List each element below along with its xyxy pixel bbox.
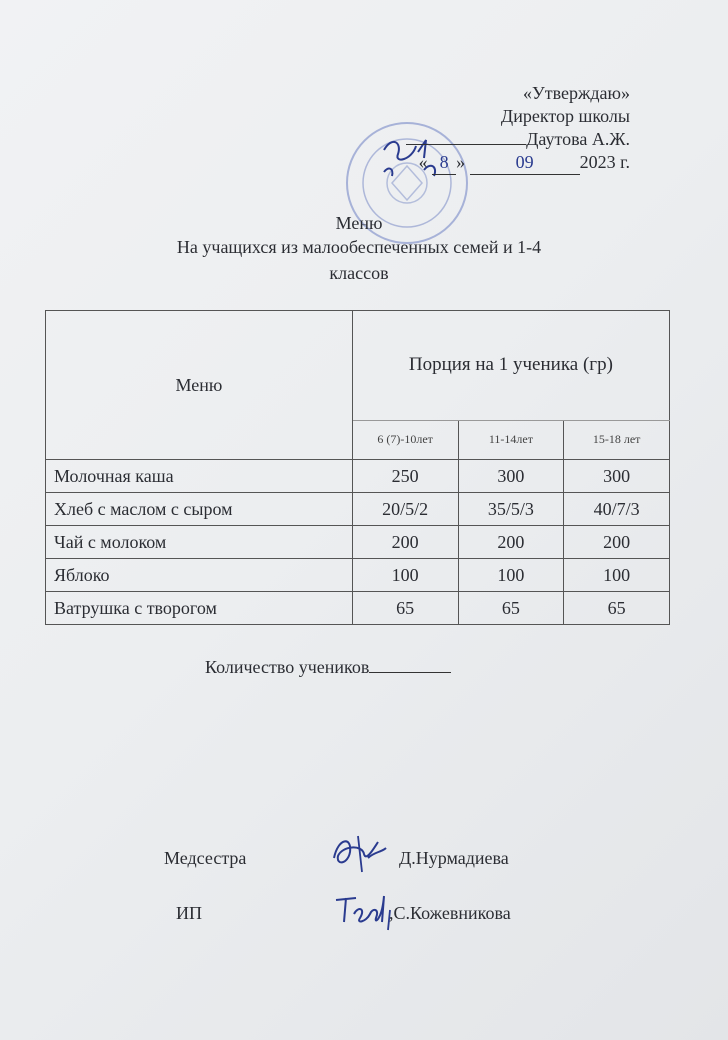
portion-value: 20/5/2 [352, 493, 458, 526]
portion-value: 100 [458, 559, 564, 592]
approval-heading: «Утверждаю» [522, 83, 630, 103]
portion-value: 100 [352, 559, 458, 592]
director-name: Даутова А.Ж. [526, 129, 630, 149]
age-group: 6 (7)-10лет [352, 420, 458, 459]
dish-name: Молочная каша [46, 460, 353, 493]
portion-value: 300 [564, 460, 670, 493]
portion-value: 35/5/3 [458, 493, 564, 526]
portion-value: 40/7/3 [564, 493, 670, 526]
ip-role: ИП [176, 903, 202, 923]
student-count-blank [369, 672, 451, 673]
date-year: 2023 г. [579, 152, 630, 172]
ip-signature [332, 888, 396, 934]
menu-subtitle-line1: На учащихся из малообеспеченных семей и 1-4 [176, 237, 542, 257]
date-day: 8 [432, 151, 456, 175]
table-header-row [46, 311, 670, 421]
dish-name: Ватрушка с творогом [46, 592, 353, 625]
portion-value: 65 [458, 592, 564, 625]
portion-value: 200 [564, 526, 670, 559]
dish-name: Хлеб с маслом с сыром [46, 493, 353, 526]
dish-name: Яблоко [46, 559, 353, 592]
ip-name: ,С.Кожевникова [389, 903, 511, 923]
header-menu: Меню [46, 311, 353, 460]
age-group: 11-14лет [458, 420, 564, 459]
table-row [46, 526, 670, 559]
nurse-role: Медсестра [164, 848, 247, 868]
student-count [205, 657, 451, 678]
nurse-signature [328, 828, 390, 876]
portion-value: 65 [352, 592, 458, 625]
portion-value: 65 [564, 592, 670, 625]
nurse-name: Д.Нурмадиева [399, 848, 509, 868]
age-group: 15-18 лет [564, 420, 670, 459]
director-position: Директор школы [500, 106, 630, 126]
approval-date: « 8 » 09 2023 г. [406, 151, 630, 175]
student-count-label: Количество учеников [205, 657, 370, 677]
director-line [406, 128, 630, 151]
portion-value: 200 [352, 526, 458, 559]
portion-value: 200 [458, 526, 564, 559]
portion-value: 300 [458, 460, 564, 493]
menu-title: Меню [335, 213, 383, 233]
portion-value: 100 [564, 559, 670, 592]
table-row [46, 493, 670, 526]
header-portion: Порция на 1 ученика (гр) [352, 311, 669, 421]
table-row [46, 460, 670, 493]
approval-block [406, 82, 630, 175]
table-row [46, 559, 670, 592]
portion-value: 250 [352, 460, 458, 493]
dish-name: Чай с молоком [46, 526, 353, 559]
menu-subtitle-line2: классов [329, 263, 389, 283]
table-row [46, 592, 670, 625]
menu-table [45, 310, 670, 625]
date-month: 09 [470, 151, 580, 175]
